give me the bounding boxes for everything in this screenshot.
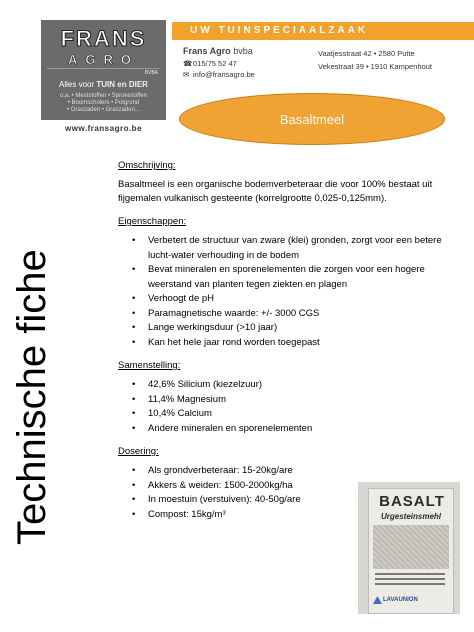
bullet-icon: • [132,479,136,491]
list-item [118,307,458,322]
list-item-text: Compost: 15kg/m³ [148,508,226,520]
email-address[interactable]: info@fransagro.be [193,70,255,79]
bullet-icon: • [132,494,136,505]
contact-info [183,58,255,80]
address-line: Vekestraat 39 • 1910 Kampenhout [318,62,432,71]
product-title-badge [179,93,445,145]
address-line: Vaatjesstraat 42 • 2580 Putte [318,49,415,58]
bag-brand: LAVAUNION [383,597,418,603]
address-block [318,47,432,73]
company-name [183,46,253,56]
bullet-icon: • [132,508,136,520]
composition-list [118,378,458,436]
product-bag [368,488,454,614]
list-item [118,321,458,336]
phone-row [183,58,255,69]
list-item-text: Lange werkingsduur (>10 jaar) [148,322,278,333]
list-item [118,393,458,408]
product-image [358,482,460,614]
bullet-icon: • [132,264,136,275]
header-banner [172,22,474,40]
bag-title: BASALT [379,493,445,510]
list-item [118,234,458,263]
logo-line: • Boomscholers • Potgrond [67,100,140,106]
company-suffix: bvba [233,46,253,56]
phone-number[interactable]: 015/75 52 47 [193,59,237,68]
logo-product-lines [47,93,160,114]
fiche-content [118,160,458,532]
bullet-icon: • [132,408,136,419]
bullet-icon: • [132,422,136,434]
company-name-text: Frans Agro [183,46,231,56]
logo-sub: AGRO [68,52,139,67]
list-item-text: 10,4% Calcium [148,408,212,419]
description-heading: Omschrijving: [118,160,176,171]
dosage-heading: Dosering: [118,446,159,457]
properties-heading: Eigenschappen: [118,216,187,227]
banner-text: UW TUINSPECIAALZAAK [190,25,369,36]
list-item [118,407,458,422]
bullet-icon: • [132,235,136,246]
list-item-text: Verhoogt de pH [148,293,215,304]
lavaunion-logo-icon [373,596,382,604]
list-item [118,263,458,292]
list-item [118,378,458,393]
bullet-icon: • [132,465,136,476]
vertical-label: Technische fiche [10,249,54,545]
bullet-icon: • [132,379,136,390]
list-item-text: In moestuin (verstuiven): 40-50g/are [148,494,301,505]
list-item [118,422,458,437]
logo-tagline-bold: TUIN en DIER [96,80,148,89]
logo-tagline-pre: Alles voor [59,80,95,89]
bag-texture [373,525,449,569]
logo-line: • Graszaden • Graszaden... [67,107,140,113]
bag-subtitle: Urgesteinsmehl [380,512,442,521]
bullet-icon: • [132,322,136,333]
bag-text-lines [375,573,445,588]
list-item [118,336,458,351]
bullet-icon: • [132,336,136,348]
list-item-text: Bevat mineralen en sporenelementen die zorgen voor een hogere weerstand van planten tegen ziekten en plagen [148,264,425,290]
list-item-text: Verbetert de structuur van zware (klei) gronden, zorgt voor een betere lucht-water verhouding in de bodem [148,235,442,261]
logo-divider [47,68,160,69]
company-logo [41,20,166,120]
logo-name: FRANS [60,26,147,51]
logo-line: o.a. • Meststoffen • Sproeistoffen [59,93,148,99]
website-link[interactable]: www.fransagro.be [64,124,143,133]
list-item [118,292,458,307]
list-item-text: Kan het hele jaar rond worden toegepast [148,336,320,348]
email-row [183,69,255,80]
bullet-icon: • [132,307,136,319]
list-item-text: Andere mineralen en sporenelementen [148,422,313,434]
phone-icon: ☎ [183,59,193,68]
list-item [118,464,458,479]
logo-tagline [41,80,166,89]
list-item-text: Paramagnetische waarde: +/- 3000 CGS [148,307,320,319]
bullet-icon: • [132,293,136,304]
list-item-text: 42,6% Silicium (kiezelzuur) [148,379,263,390]
composition-heading: Samenstelling: [118,360,181,371]
product-title: Basaltmeel [279,111,345,127]
logo-bvba: BVBA [144,70,158,76]
list-item-text: 11,4% Magnesium [148,393,226,405]
list-item-text: Als grondverbeteraar: 15-20kg/are [148,465,293,476]
description-text: Basaltmeel is een organische bodemverbeteraar die voor 100% bestaat uit fijgemalen vulkanisch gesteente (korrelgrootte 0,025-0,125mm). [118,179,433,204]
bullet-icon: • [132,393,136,405]
properties-list [118,234,458,350]
email-icon: ✉ [183,70,190,79]
list-item-text: Akkers & weiden: 1500-2000kg/ha [148,479,293,491]
